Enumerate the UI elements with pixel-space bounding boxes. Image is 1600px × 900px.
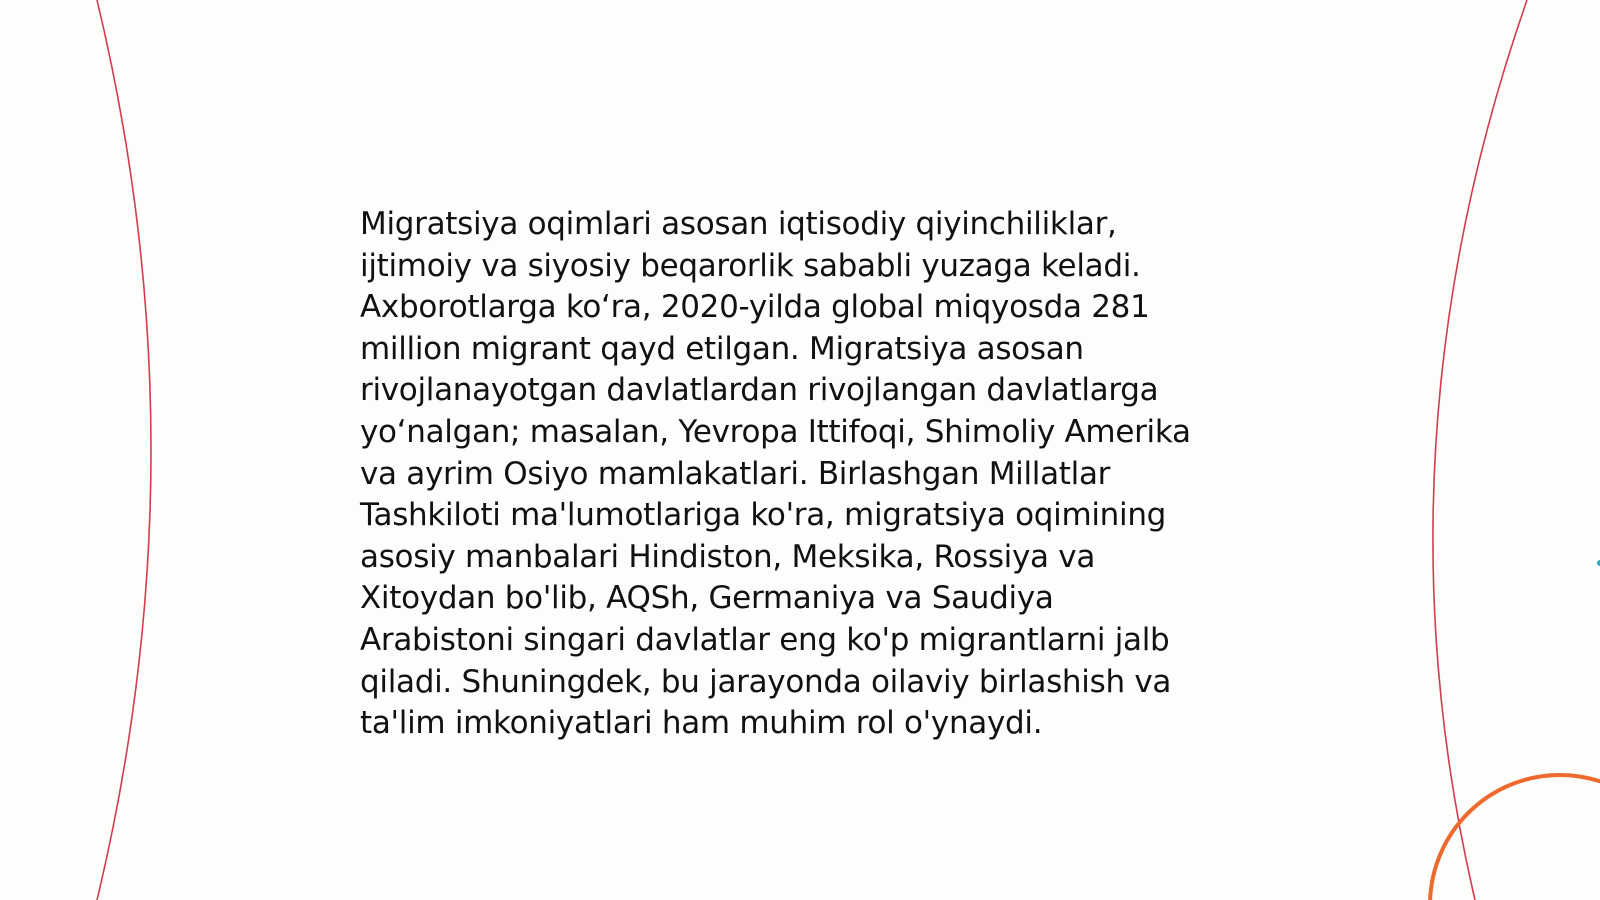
orange-ring-arc [1430,775,1600,900]
paragraph-line: Migratsiya oqimlari asosan iqtisodiy qiyinchiliklar, [360,206,1117,242]
paragraph-line: million migrant qayd etilgan. Migratsiya asosan [360,330,1084,367]
paragraph-line: ijtimoiy va siyosiy beqarorlik sababli yuzaga keladi. [360,247,1141,284]
paragraph-line: yo‘nalgan; masalan, Yevropa Ittifoqi, Shimoliy Amerika [360,413,1191,450]
paragraph-line: Tashkiloti ma'lumotlariga ko'ra, migratsiya oqimining [360,497,1167,534]
paragraph-line: qiladi. Shuningdek, bu jarayonda oilaviy birlashish va [360,663,1172,700]
paragraph-line: Axborotlarga ko‘ra, 2020-yilda global miqyosda 281 [360,289,1150,326]
paragraph-line: asosiy manbalari Hindiston, Meksika, Rossiya va [360,538,1096,575]
paragraph-line: va ayrim Osiyo mamlakatlari. Birlashgan Millatlar [360,455,1111,492]
paragraph-line: Xitoydan bo'lib, AQSh, Germaniya va Saudiya [360,580,1054,617]
paragraph-line: ta'lim imkoniyatlari ham muhim rol o'ynaydi. [360,705,1043,742]
right-arc-line [1433,0,1527,900]
paragraph-line: Arabistoni singari davlatlar eng ko'p migrantlarni jalb [360,621,1170,658]
paragraph-line: rivojlanayotgan davlatlardan rivojlangan davlatlarga [360,372,1159,409]
body-paragraph [360,204,1260,745]
left-arc-line [97,0,151,900]
